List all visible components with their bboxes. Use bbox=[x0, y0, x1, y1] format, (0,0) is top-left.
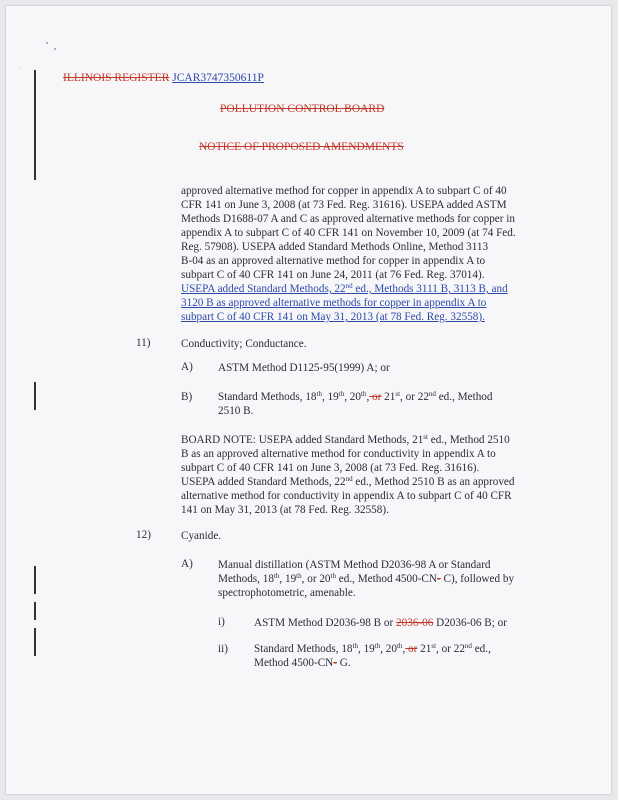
notice-title: NOTICE OF PROPOSED AMENDMENTS bbox=[199, 141, 404, 153]
text-run: C), followed by bbox=[440, 573, 515, 585]
text-run: ed., Method 2510 B as an approved bbox=[352, 476, 515, 488]
note-line bbox=[181, 433, 541, 447]
ordinal-suffix: nd bbox=[428, 390, 436, 398]
text-run: 21 bbox=[381, 391, 396, 403]
text-run: G. bbox=[336, 657, 351, 669]
board-title: POLLUTION CONTROL BOARD bbox=[220, 103, 385, 115]
intro-line: B-04 as an approved alternative method for copper in appendix A to bbox=[181, 255, 486, 267]
jcar-identifier: JCAR3747350611P bbox=[172, 72, 264, 84]
subitem-label: A) bbox=[181, 361, 193, 373]
ordinal-suffix: th bbox=[374, 642, 381, 650]
text-run: , bbox=[366, 391, 370, 403]
note-line bbox=[181, 475, 541, 489]
subitem-line: spectrophotometric, amenable. bbox=[218, 587, 356, 599]
subitem-line: 2510 B. bbox=[218, 405, 254, 417]
text-run: , 19 bbox=[279, 573, 297, 585]
note-line: 141 on May 31, 2013 (at 78 Fed. Reg. 32558). bbox=[181, 504, 389, 516]
text-run: , or 22 bbox=[436, 643, 465, 655]
text-run: ASTM Method D2036-98 B or bbox=[254, 617, 397, 629]
text-run: ed., bbox=[471, 643, 491, 655]
item-title: Cyanide. bbox=[181, 530, 222, 542]
text-run: Standard Methods, 18 bbox=[254, 643, 353, 655]
ordinal-suffix: st bbox=[395, 390, 401, 398]
subitem-label: A) bbox=[181, 558, 193, 570]
intro-line: subpart C of 40 CFR 141 on June 24, 2011 (at 76 Fed. Reg. 37014). bbox=[181, 269, 485, 281]
inserted-line: subpart C of 40 CFR 141 on May 31, 2013 (at 78 Fed. Reg. 32558). bbox=[181, 311, 485, 323]
intro-line: Methods D1688-07 A and C as approved alternative methods for copper in bbox=[181, 213, 515, 225]
ordinal-suffix: th bbox=[352, 642, 358, 650]
text-run: , 19 bbox=[321, 391, 339, 403]
revision-bar bbox=[34, 566, 36, 594]
struck-text: or bbox=[405, 643, 418, 655]
document-page bbox=[6, 6, 611, 794]
ordinal-suffix: th bbox=[273, 572, 280, 580]
revision-bar bbox=[34, 628, 36, 656]
text-run: , or 22 bbox=[400, 391, 429, 403]
ordinal-suffix: nd bbox=[464, 642, 472, 650]
subitem-text bbox=[218, 390, 548, 418]
note-line: alternative method for conductivity in appendix A to subpart C of 40 CFR bbox=[181, 490, 512, 502]
subitem-line: Manual distillation (ASTM Method D2036-98 A or Standard bbox=[218, 559, 491, 571]
intro-line: CFR 141 on June 3, 2008 (at 73 Fed. Reg. 31616). USEPA added ASTM bbox=[181, 199, 507, 211]
subitem-line bbox=[254, 642, 554, 656]
ordinal-suffix: nd bbox=[345, 282, 353, 290]
text-run: , 20 bbox=[344, 391, 361, 403]
subitem-text bbox=[254, 642, 554, 670]
item-number: 12) bbox=[136, 529, 151, 541]
note-line: subpart C of 40 CFR 141 on June 3, 2008 (at 73 Fed. Reg. 31616). bbox=[181, 462, 480, 474]
intro-line: approved alternative method for copper in appendix A to subpart C of 40 bbox=[181, 185, 507, 197]
text-run: ed., Method 2510 bbox=[427, 434, 510, 446]
text-run: , bbox=[402, 643, 406, 655]
subitem-line bbox=[218, 572, 548, 586]
struck-text: - bbox=[333, 657, 337, 669]
ordinal-suffix: th bbox=[330, 572, 336, 580]
board-note bbox=[181, 433, 541, 517]
ordinal-suffix: th bbox=[296, 572, 302, 580]
struck-text: 2036-06 bbox=[396, 617, 434, 629]
text-run: ed., Method bbox=[435, 391, 493, 403]
inserted-text: USEPA added Standard Methods, 22 bbox=[181, 283, 346, 295]
revision-bar bbox=[34, 70, 36, 180]
register-header bbox=[63, 72, 264, 84]
text-run: BOARD NOTE: USEPA added Standard Methods, 21 bbox=[181, 434, 424, 446]
text-run: Standard Methods, 18 bbox=[218, 391, 317, 403]
scan-speck bbox=[54, 48, 56, 50]
subitem-text: ASTM Method D1125-95(1999) A; or bbox=[218, 362, 390, 374]
text-run: 21 bbox=[417, 643, 432, 655]
ordinal-suffix: th bbox=[316, 390, 322, 398]
ordinal-suffix: nd bbox=[345, 475, 353, 483]
revision-bar bbox=[34, 382, 36, 410]
inserted-line: 3120 B as approved alternative methods for copper in appendix A to bbox=[181, 297, 487, 309]
intro-paragraph bbox=[181, 184, 541, 324]
item-number: 11) bbox=[136, 337, 151, 349]
inserted-text: ed., Methods 3111 B, 3113 B, and bbox=[352, 283, 508, 295]
ordinal-suffix: th bbox=[338, 390, 345, 398]
subitem-line bbox=[218, 390, 548, 404]
subitem-label: ii) bbox=[218, 643, 228, 655]
subitem-text bbox=[218, 558, 548, 600]
intro-line: Reg. 57908). USEPA added Standard Methods Online, Method 3113 bbox=[181, 241, 489, 253]
text-run: ed., Method 4500-CN bbox=[335, 573, 437, 585]
struck-text: - bbox=[436, 573, 441, 585]
register-struck-text: ILLINOIS REGISTER bbox=[63, 72, 170, 84]
intro-line: appendix A to subpart C of 40 CFR 141 on November 10, 2009 (at 74 Fed. bbox=[181, 227, 516, 239]
ordinal-suffix: st bbox=[431, 642, 437, 650]
ordinal-suffix: th bbox=[396, 642, 403, 650]
text-run: D2036-06 B; or bbox=[433, 617, 507, 629]
subitem-text bbox=[254, 616, 507, 630]
subitem-label: i) bbox=[218, 616, 225, 628]
subitem-line bbox=[254, 656, 554, 670]
text-run: Method 4500-CN bbox=[254, 657, 334, 669]
scan-speck bbox=[20, 68, 21, 69]
item-title: Conductivity; Conductance. bbox=[181, 338, 307, 350]
text-run: , or 20 bbox=[301, 573, 331, 585]
ordinal-suffix: th bbox=[360, 390, 367, 398]
subitem-label: B) bbox=[181, 391, 193, 403]
text-run: USEPA added Standard Methods, 22 bbox=[181, 476, 346, 488]
scan-speck bbox=[46, 42, 48, 44]
inserted-line bbox=[181, 282, 541, 296]
struck-text: or bbox=[369, 391, 382, 403]
text-run: Methods, 18 bbox=[218, 573, 274, 585]
note-line: B as an approved alternative method for conductivity in appendix A to bbox=[181, 448, 496, 460]
ordinal-suffix: st bbox=[423, 433, 428, 441]
revision-bar bbox=[34, 602, 36, 620]
text-run: , 20 bbox=[380, 643, 397, 655]
text-run: , 19 bbox=[357, 643, 375, 655]
